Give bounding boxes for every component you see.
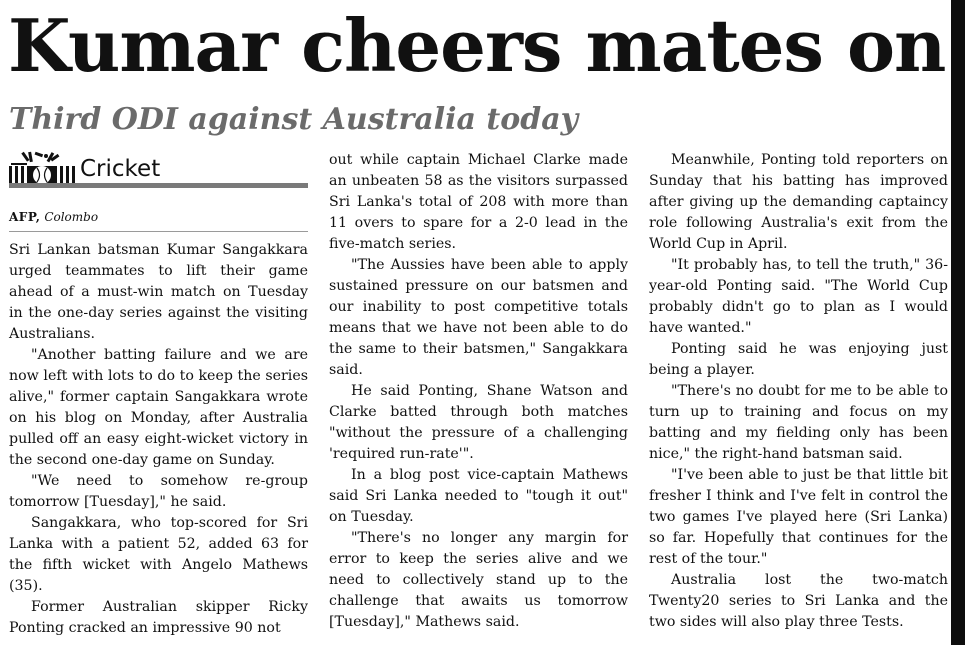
paragraph: Former Australian skipper Ricky Ponting cracked an impressive 90 not <box>9 599 308 636</box>
section-rule <box>9 183 308 188</box>
article-column-3 <box>649 150 948 633</box>
section-tag <box>9 150 308 188</box>
paragraph: Sri Lankan batsman Kumar Sangakkara urged teammates to lift their game ahead of a must-win match on Tuesday in the one-day series against the visiting Australians. <box>9 242 308 342</box>
paragraph: "There's no longer any margin for error to keep the series alive and we need to collectively stand up to the challenge that awaits us tomorrow [Tuesday]," Mathews said. <box>329 530 628 630</box>
paragraph: "There's no doubt for me to be able to turn up to training and focus on my batting and my fielding only has been nice," the right-hand batsman said. <box>649 383 948 462</box>
article-column-1 <box>9 240 308 639</box>
paragraph: In a blog post vice-captain Mathews said Sri Lanka needed to "tough it out" on Tuesday. <box>329 467 628 525</box>
section-label: Cricket <box>80 156 161 182</box>
page-edge-bar <box>951 0 965 645</box>
headline: Kumar cheers mates on <box>8 3 946 88</box>
paragraph: out while captain Michael Clarke made an unbeaten 58 as the visitors surpassed Sri Lanka's total of 208 with more than 11 overs to spare for a 2-0 lead in the five-match series. <box>329 152 628 252</box>
paragraph: Australia lost the two-match Twenty20 series to Sri Lanka and the two sides will also play three Tests. <box>649 572 948 630</box>
article-column-2 <box>329 150 628 633</box>
paragraph: Sangakkara, who top-scored for Sri Lanka with a patient 52, added 63 for the fifth wicket with Angelo Mathews (35). <box>9 515 308 594</box>
paragraph: Ponting said he was enjoying just being a player. <box>649 341 948 378</box>
byline-dateline: Colombo <box>44 210 99 224</box>
paragraph: "I've been able to just be that little bit fresher I think and I've felt in control the two games I've played here (Sri Lanka) so far. Hopefully that continues for the rest of the tour." <box>649 467 948 567</box>
paragraph: "The Aussies have been able to apply sustained pressure on our batsmen and our inability to post competitive totals means that we have not been able to do the same to their batsmen," Sangakkara said. <box>329 257 628 378</box>
cricket-ball-stumps-icon <box>9 150 75 186</box>
byline-agency: AFP, <box>9 210 41 224</box>
subheadline: Third ODI against Australia today <box>9 102 579 137</box>
paragraph: "Another batting failure and we are now left with lots to do to keep the series alive," former captain Sangakkara wrote on his blog on Monday, after Australia pulled off an easy eight-wicket victory in the second one-day game on Sunday. <box>9 347 308 468</box>
byline <box>9 207 308 227</box>
byline-divider <box>9 231 308 232</box>
paragraph: Meanwhile, Ponting told reporters on Sunday that his batting has improved after giving up the demanding captaincy role following Australia's exit from the World Cup in April. <box>649 152 948 252</box>
paragraph: "We need to somehow re-group tomorrow [Tuesday]," he said. <box>9 473 308 510</box>
paragraph: He said Ponting, Shane Watson and Clarke batted through both matches "without the pressure of a challenging 'required run-rate'". <box>329 383 628 462</box>
paragraph: "It probably has, to tell the truth," 36-year-old Ponting said. "The World Cup probably didn't go to plan as I would have wanted." <box>649 257 948 336</box>
